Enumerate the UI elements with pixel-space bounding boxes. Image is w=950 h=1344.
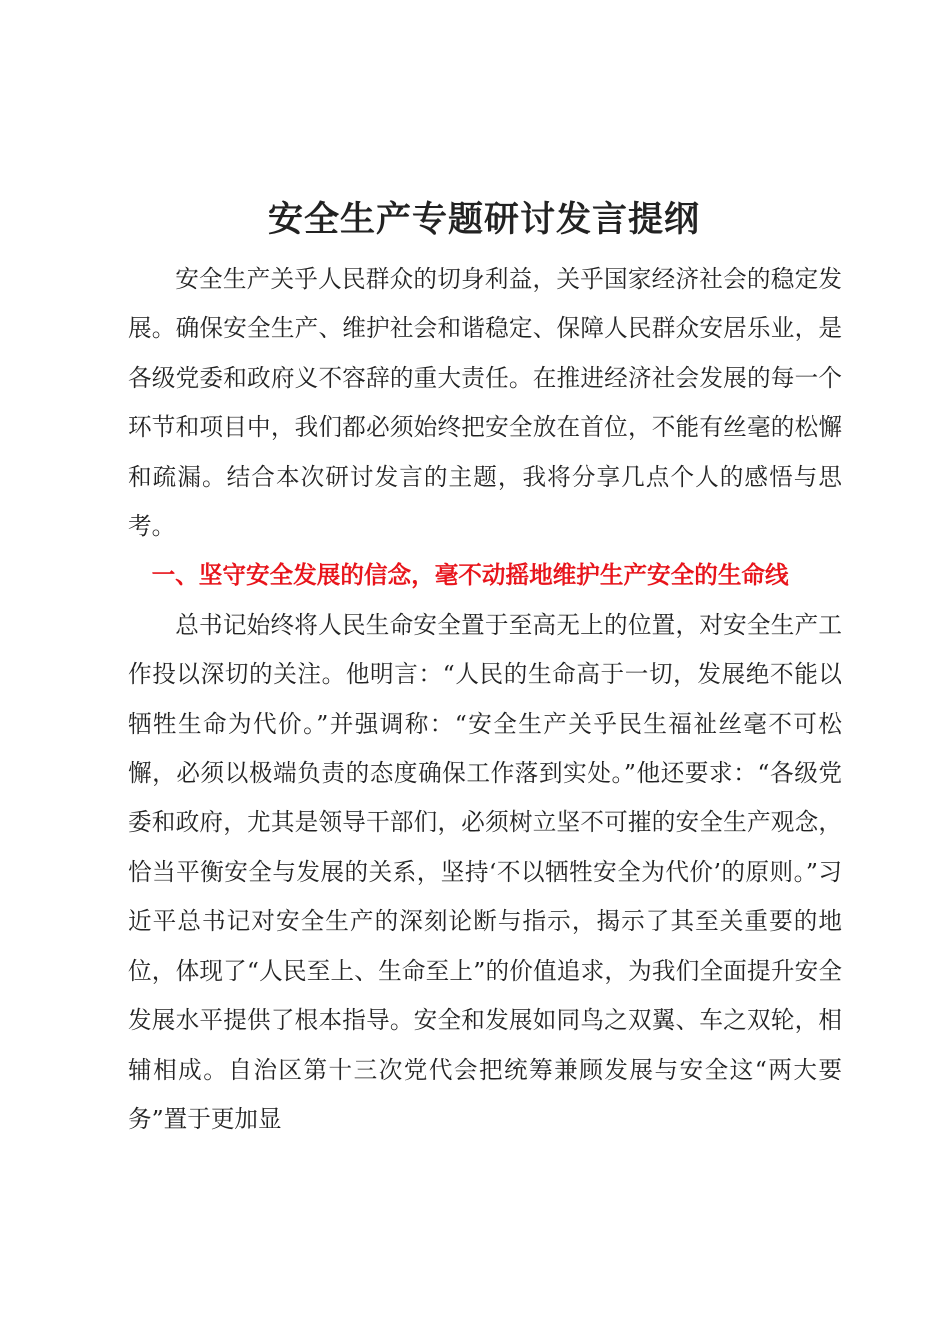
section-heading-1: 一、坚守安全发展的信念，毫不动摇地维护生产安全的生命线 [151,561,789,590]
document-title: 安全生产专题研讨发言提纲 [267,199,700,240]
section-1-paragraph: 总书记始终将人民生命安全置于至高无上的位置，对安全生产工作投以深切的关注。他明言：“人民的生命高于一切，发展绝不能以牺牲生命为代价。”并强调称：“安全生产关乎民生福祉丝毫不可松懈，必须以极端负责的态度确保工作落到实处。”他还要求：“各级党委和政府，尤其是领导干部们，必须树立坚不可摧的安全生产观念，恰当平衡安全与发展的关系，坚持‘不以牺牲安全为代价’的原则。”习近平总书记对安全生产的深刻论断与指示，揭示了其至关重要的地位，体现了“人民至上、生命至上”的价值追求，为我们全面提升安全发展水平提供了根本指导。安全和发展如同鸟之双翼、车之双轮，相辅相成。自治区第十三次党代会把统筹兼顾发展与安全这“两大要务”置于更加显 [128,610,842,1133]
intro-paragraph: 安全生产关乎人民群众的切身利益，关乎国家经济社会的稳定发展。确保安全生产、维护社会和谐稳定、保障人民群众安居乐业，是各级党委和政府义不容辞的重大责任。在推进经济社会发展的每一个环节和项目中，我们都必须始终把安全放在首位，不能有丝毫的松懈和疏漏。结合本次研讨发言的主题，我将分享几点个人的感悟与思考。 [128,265,842,541]
document-body [128,255,842,1144]
